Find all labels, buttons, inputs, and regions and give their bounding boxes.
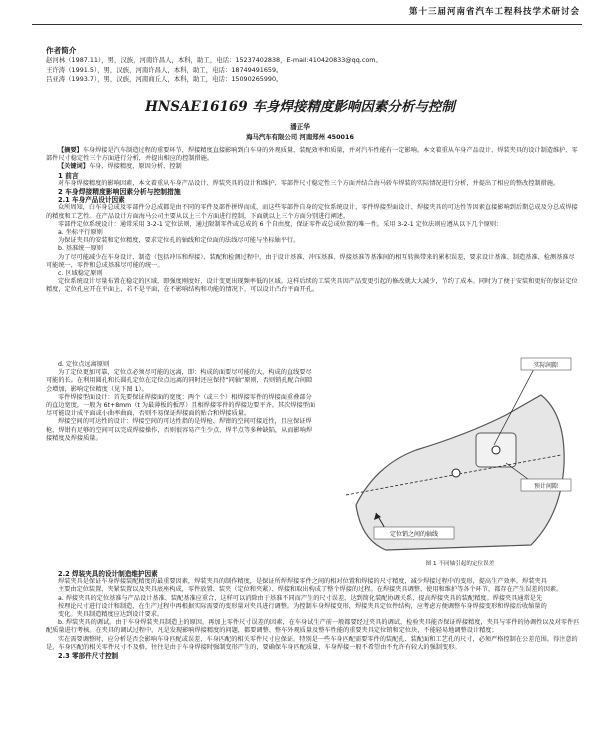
item-d-title: d. 定位点远离原则 <box>58 361 110 368</box>
section-2-2-para-2: 主要由定位装置、夹紧装置以及夹具底座构成，零件放置、装夹（定位和夹紧）、焊接和取出构成了整个焊接的过程。在焊接夹具调整、使用和维护等各个环节，都存在产生误差的因素。 <box>58 586 563 594</box>
header-rule <box>32 24 582 25</box>
section-2-2-para-1: 焊装夹具是保证车身焊接装配精度的最重要因素，焊装夹具的制作精度，是保证所焊焊接零件之间的相对位置和焊接的尺寸精度，减少焊接过程中的变形，提高生产效率。焊装夹具 <box>58 578 547 586</box>
section-2-1-heading: 2.1 车身产品设计因素 <box>58 196 125 205</box>
section-2-3-heading: 2.3 零部件尺寸控制 <box>58 652 119 661</box>
section-2-2-para-5: 变化。夹具制造精度应达到设计要求。 <box>58 611 164 619</box>
section-2-2-para-7: 实在需要调整时，应分析是否会影响车身匹配或误差，车身匹配的相关零件尺寸应保证。特别是一些车身匹配需要零件的装配孔、装配面和工艺孔的尺寸，必须严格控制在公差范围。得注意的是，车身匹配的相关零件尺寸不及格，往往是由于车身焊接时强制变形产生的，要确保车身匹配质量，车身焊接一般不希望由不允许有较大的强制变形。 <box>46 635 578 651</box>
figure-1-drawing <box>316 355 578 561</box>
figure-1 <box>316 355 578 561</box>
keywords-label: 【关键词】 <box>58 163 89 171</box>
paper-author: 潘正华 <box>290 123 310 131</box>
section-2-heading: 2 车身焊接精度影响因素分析与控制措施 <box>58 188 181 197</box>
section-2-2-para-4: 按理论尺寸进行设计和制造，在生产过程中再根据实际需要的变形量对夹具进行调整。为控制车身焊接变形，焊接夹具定位件结构，应考虑方便调整车身焊接变形和焊接后收缩量的 <box>58 602 547 610</box>
running-header: 第十三届河南省汽车工程科技学术研讨会 <box>408 7 580 17</box>
author-bios <box>46 46 566 85</box>
section-2-1-para-1: 众所周知，白车身总成及零部件分总成都是由不同的零件及部件拼焊而成，而这些零部件自身的定位系统设计、零件焊接型面设计、焊接夹具的可达性等因素直接影响到后期总成及分总成焊接的精度和工艺性。在产品设计方面海马公司主要从以上三个方面进行控制，下面就以上三个方面分别进行阐述。 <box>46 204 578 220</box>
slot-pin <box>492 446 500 454</box>
abstract-label: 【摘要】 <box>58 147 83 154</box>
item-b-title: b. 基准统一原则 <box>58 245 103 253</box>
item-a-text: 为保证夹具的安装和定位精度，要求定位孔的轴线和定位面的法线尽可能与坐标轴平行。 <box>58 237 300 245</box>
section-1-heading: 1 前言 <box>58 171 79 180</box>
item-a-title: a. 坐标平行原则 <box>58 229 103 237</box>
item-d-text: 为了定位更加可靠，定位点必须尽可能的远离，即：构成的面要尽可能的大，构成的直线要尽可能的长。在利用圆孔和长圆孔定位在定位点远离的同时还应保持“同轴”原则，否则销孔配合间隙会增加，影响定位精度（见下图 1）。 <box>46 369 313 393</box>
keywords-text: 车身、焊接精度、原因分析、控制 <box>88 163 182 171</box>
author-bios-heading: 作者简介 <box>46 46 77 55</box>
author-bio-line: 赵河林（1987.11），男，汉族，河南许昌人，本科，助工，电话：15237402838，E-mail:410420833@qq.com。 <box>46 56 382 64</box>
section-2-2-para-3: a. 焊接夹具的定位基准与产品设计基准、装配基准应重合，这样可以消除由于基准不同而产生的尺寸误差，达到简化装配协调关系，提高焊接夹具的装配精度。焊接夹具通常是先 <box>58 594 543 602</box>
left-column-body <box>46 361 316 443</box>
author-bio-line: 吕亚涛（1993.7），男，汉族，河南商丘人，本科，助工，电话：15090265990。 <box>46 75 283 84</box>
abstract <box>46 147 580 163</box>
section-2-2-heading: 2.2 焊装夹具的设计制造维护因素 <box>58 570 158 578</box>
section-2-1-para-2: 零部件定位系统设计：通常采用 3-2-1 定位法则，通过限制零件或总成的 6 个自由度，保证零件或总成位置的唯一性。采用 3-2-1 定位法则应遵从以下几个原则： <box>58 220 503 228</box>
paper-title: HNSAE16169 车身焊接精度影响因素分析与控制 <box>145 99 455 115</box>
bottom-body <box>46 570 580 660</box>
author-bio-line: 王许涛（1991.5），男，汉族，河南许昌人，本科，助工，电话：18749491659。 <box>46 65 283 74</box>
item-b-text: 为了尽可能减少在车身设计、制造（包括冲压和焊接）、装配和检测过程中，由于设计基准、冲压基准、焊接基准等基准间的相互转换带来的累积误差，要求设计基准、制造基准、检测基准尽可能统一，零件和总成基准尽可能的统一。 <box>46 253 575 269</box>
top-body <box>46 147 580 295</box>
figure-label-expected-gap: 预计间隙 <box>533 483 559 490</box>
round-pin <box>452 469 460 477</box>
item-c-text: 定位系统设计尽量布置在稳定的区域，即强度刚度好，设计变更出现频率低的区域。这样后续的工装夹具因产品变更引起的修改就大大减少，节约了成本。同时为了便于安装和更好的保证定位精度，定位孔应开在平面上，若不是平面，在不影响结构和功能的情况下，可以设计凸台平面开孔。 <box>46 278 578 294</box>
paper-affiliation: 海马汽车有限公司 河南郑州 450016 <box>246 133 354 141</box>
section-2-2-para-6: b. 焊装夹具的调试。由于车身焊装夹具制造上的原因，再加上零件尺寸误差的因素，在车身试生产前一般都要经过夹具的调试，检验夹具能否保证焊接精度，夹具与零件的协调性以及对零件匹配质量进行考核。在夹具的调试过程中，凡是发现影响焊接精度的问题，都要调整、整车外观质量及整车性能的重要夹具定位销和定位块，不能轻易地调整设计精度； <box>46 619 580 635</box>
section-1-text: 对车身焊接精度的影响因素，本文着重从车身产品设计、焊装夹具的设计和维护、零部件尺寸稳定性三个方面并结合海马轿车焊装的实际情况进行分析，并提出了相应的整改控制措施。 <box>58 179 560 187</box>
figure-1-caption: 图 1 不同轴引起的定位误差 <box>425 561 495 567</box>
keywords <box>46 163 580 171</box>
abstract-text: 车身焊接是汽车制造过程的重要环节，焊接精度直接影响到白车身的外观质量、装配效率和质量，并对汽车性能有一定影响。本文着重从车身产品设计、焊装夹具的设计制造维护、零部件尺寸稳定性三个方面进行分析，并提出相应的控制措施。 <box>46 147 578 163</box>
section-2-1-para-3: 零件焊接型面设计：首先要保证焊接面的宽度：两个（或三个）相焊接零件的焊接面重叠部分的直边宽度，一般为 6t+8mm（t 为最薄板的板厚）且相焊接零件的焊接边要平齐。其次焊接型面尽可能设计成平面或小曲率曲面，否则不易保证焊接面的贴合和焊接质量。 <box>46 393 316 418</box>
item-c-title: c. 区域稳定原则 <box>58 270 103 278</box>
section-2-1-para-4: 焊接空间的可达性的设计：焊接空间的可达性指的是焊枪、焊钳的空间可接近性，且应保证焊枪、焊钳有足够的空间可以完成焊接操作，否则很容易产生少点、焊半点等多种缺陷，从而影响焊接精度及焊接质量。 <box>46 418 313 442</box>
figure-label-pin-axis: 定位销之间的轴线 <box>389 531 439 538</box>
figure-label-actual-gap: 实际间隙 <box>533 362 559 369</box>
